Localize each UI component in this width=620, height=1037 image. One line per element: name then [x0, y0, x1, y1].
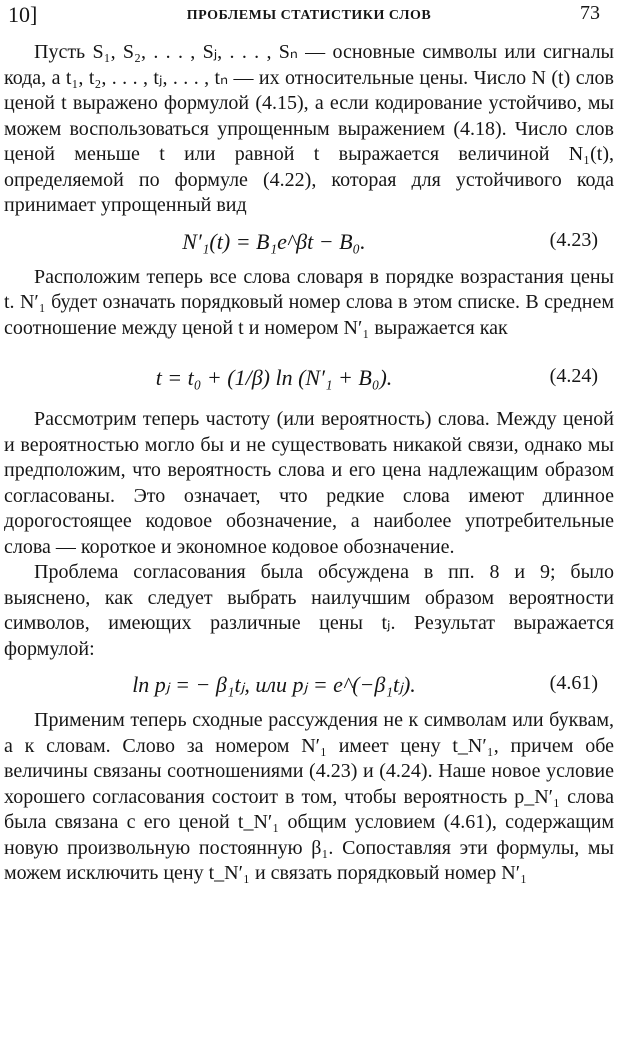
equation-number: (4.23) [549, 228, 598, 251]
equation-4-24 [4, 355, 614, 401]
equation-expression: N′₁(t) = B₁e^βt − B₀. [182, 228, 366, 254]
equation-number: (4.24) [549, 365, 598, 387]
equation-expression: t = t₀ + (1/β) ln (N′₁ + B₀). [155, 365, 393, 390]
equation-4-23 [4, 219, 614, 265]
section-marker: 10] [8, 2, 38, 27]
equation-4-61 [4, 662, 614, 708]
running-header [4, 0, 614, 40]
paragraph-3: Рассмотрим теперь частоту (или вероятность) слова. Между ценой и вероятностью могло бы и не существовать никакой связи, однако мы предположим, что вероятность слова и его цена надлежащим образом согласованы. Это означает, что редкие слова имеют длинное дорогостоящее кодовое обозначение, а наиболее употребительные слова — короткое и экономное кодовое обозначение. [4, 408, 614, 558]
page-number: 73 [580, 2, 600, 24]
paragraph-4: Проблема согласования была обсуждена в пп. 8 и 9; было выяснено, как следует выбрать наилучшим образом вероятности символов, имеющих различные цены tⱼ. Результат выражается формулой: [4, 561, 614, 660]
running-title: ПРОБЛЕМЫ СТАТИСТИКИ СЛОВ [186, 8, 432, 23]
paragraph-1: Пусть S₁, S₂, . . . , Sⱼ, . . . , Sₙ — основные символы или сигналы кода, а t₁, t₂, . . . , tⱼ, . . . , tₙ — их относительные цены. Число N (t) слов ценой t выражено формулой (4.15), а если кодирование устойчиво, мы можем воспользоваться упрощенным выражением (4.18). Число слов ценой меньше t или равной t выражается величиной N₁(t), определяемой по формуле (4.22), которая для устойчивого кода принимает упрощенный вид [4, 41, 614, 216]
equation-expression: ln pⱼ = − β₁tⱼ, или pⱼ = e^(−β₁tⱼ). [132, 672, 416, 697]
paragraph-2: Расположим теперь все слова словаря в порядке возрастания цены t. N′₁ будет означать порядковый номер слова в этом списке. В среднем соотношение между ценой t и номером N′₁ выражается как [4, 265, 614, 339]
equation-number: (4.61) [549, 672, 598, 694]
paragraph-5: Применим теперь сходные рассуждения не к символам или буквам, а к словам. Слово за номером N′₁ имеет цену t_N′₁, причем обе величины связаны соотношениями (4.23) и (4.24). Наше новое условие хорошего согласования состоит в том, чтобы вероятность p_N′₁ слова была связана с его ценой t_N′₁ общим условием (4.61), содержащим новую произвольную постоянную β₁. Сопоставляя эти формулы, мы можем исключить цену t_N′₁ и связать порядковый номер N′₁ [4, 709, 614, 884]
